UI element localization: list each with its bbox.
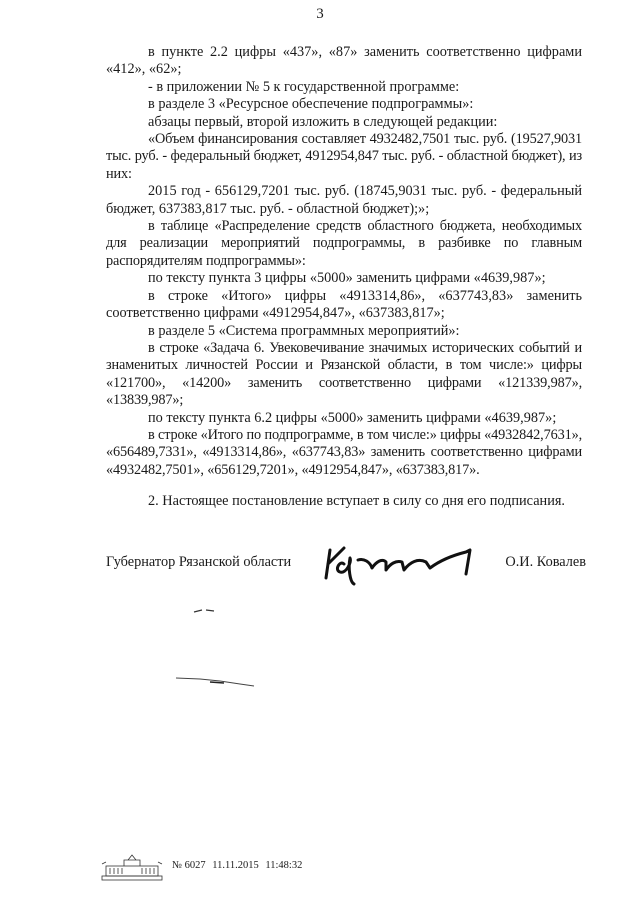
signer-name: О.И. Ковалев <box>505 554 586 570</box>
paragraph: по тексту пункта 6.2 цифры «5000» заменить цифрами «4639,987»; <box>148 409 557 426</box>
paragraph: «Объем финансирования составляет 4932482,7501 тыс. руб. (19527,9031 тыс. руб. - федеральный бюджет, 4912954,847 тыс. руб. - областной бюджет), из них: <box>106 131 582 182</box>
paragraph: - в приложении № 5 к государственной программе: <box>148 78 460 95</box>
paragraph: в разделе 3 «Ресурсное обеспечение подпрограммы»: <box>148 96 474 113</box>
government-building-icon <box>100 852 164 882</box>
handwritten-signature <box>320 540 500 586</box>
paragraph: по тексту пункта 3 цифры «5000» заменить цифрами «4639,987»; <box>148 270 546 287</box>
paragraph: 2. Настоящее постановление вступает в силу со дня его подписания. <box>148 493 565 510</box>
signer-title: Губернатор Рязанской области <box>106 554 292 570</box>
paragraph: 2015 год - 656129,7201 тыс. руб. (18745,9031 тыс. руб. - федеральный бюджет, 637383,817 тыс. руб. - областной бюджет);»; <box>106 183 582 217</box>
paragraph: в таблице «Распределение средств областного бюджета, необходимых для реализации мероприятий подпрограммы, в разбивке по главным распорядителям подпрограммы»: <box>106 218 582 269</box>
registry-number: № 6027 <box>172 860 206 871</box>
paragraph: абзацы первый, второй изложить в следующей редакции: <box>148 113 498 130</box>
paragraph: в разделе 5 «Система программных мероприятий»: <box>148 322 460 339</box>
registry-time: 11:48:32 <box>265 860 303 871</box>
paragraph: в строке «Задача 6. Увековечивание значимых исторических событий и знаменитых личностей России и Рязанской области, в том числе:» цифры «121700», «14200» заменить соответственно цифрами «121339,987», «13839,987»; <box>106 339 582 409</box>
registry-stamp <box>100 852 320 882</box>
registry-info <box>172 860 306 871</box>
paragraph: в пункте 2.2 цифры «437», «87» заменить соответственно цифрами «412», «62»; <box>106 44 582 78</box>
document-body <box>106 44 582 511</box>
paragraph: в строке «Итого» цифры «4913314,86», «637743,83» заменить соответственно цифрами «4912954,847», «637383,817»; <box>106 287 582 322</box>
paragraph: в строке «Итого по подпрограмме, в том числе:» цифры «4932842,7631», «656489,7331», «4913314,86», «637743,83» заменить соответственно цифрами «4932482,7501», «656129,7201», «4912954,847», «637383,817». <box>106 426 582 478</box>
page-number: 3 <box>316 6 324 22</box>
scan-marks <box>170 600 290 700</box>
registry-date: 11.11.2015 <box>212 860 259 871</box>
signature-block <box>106 548 586 588</box>
